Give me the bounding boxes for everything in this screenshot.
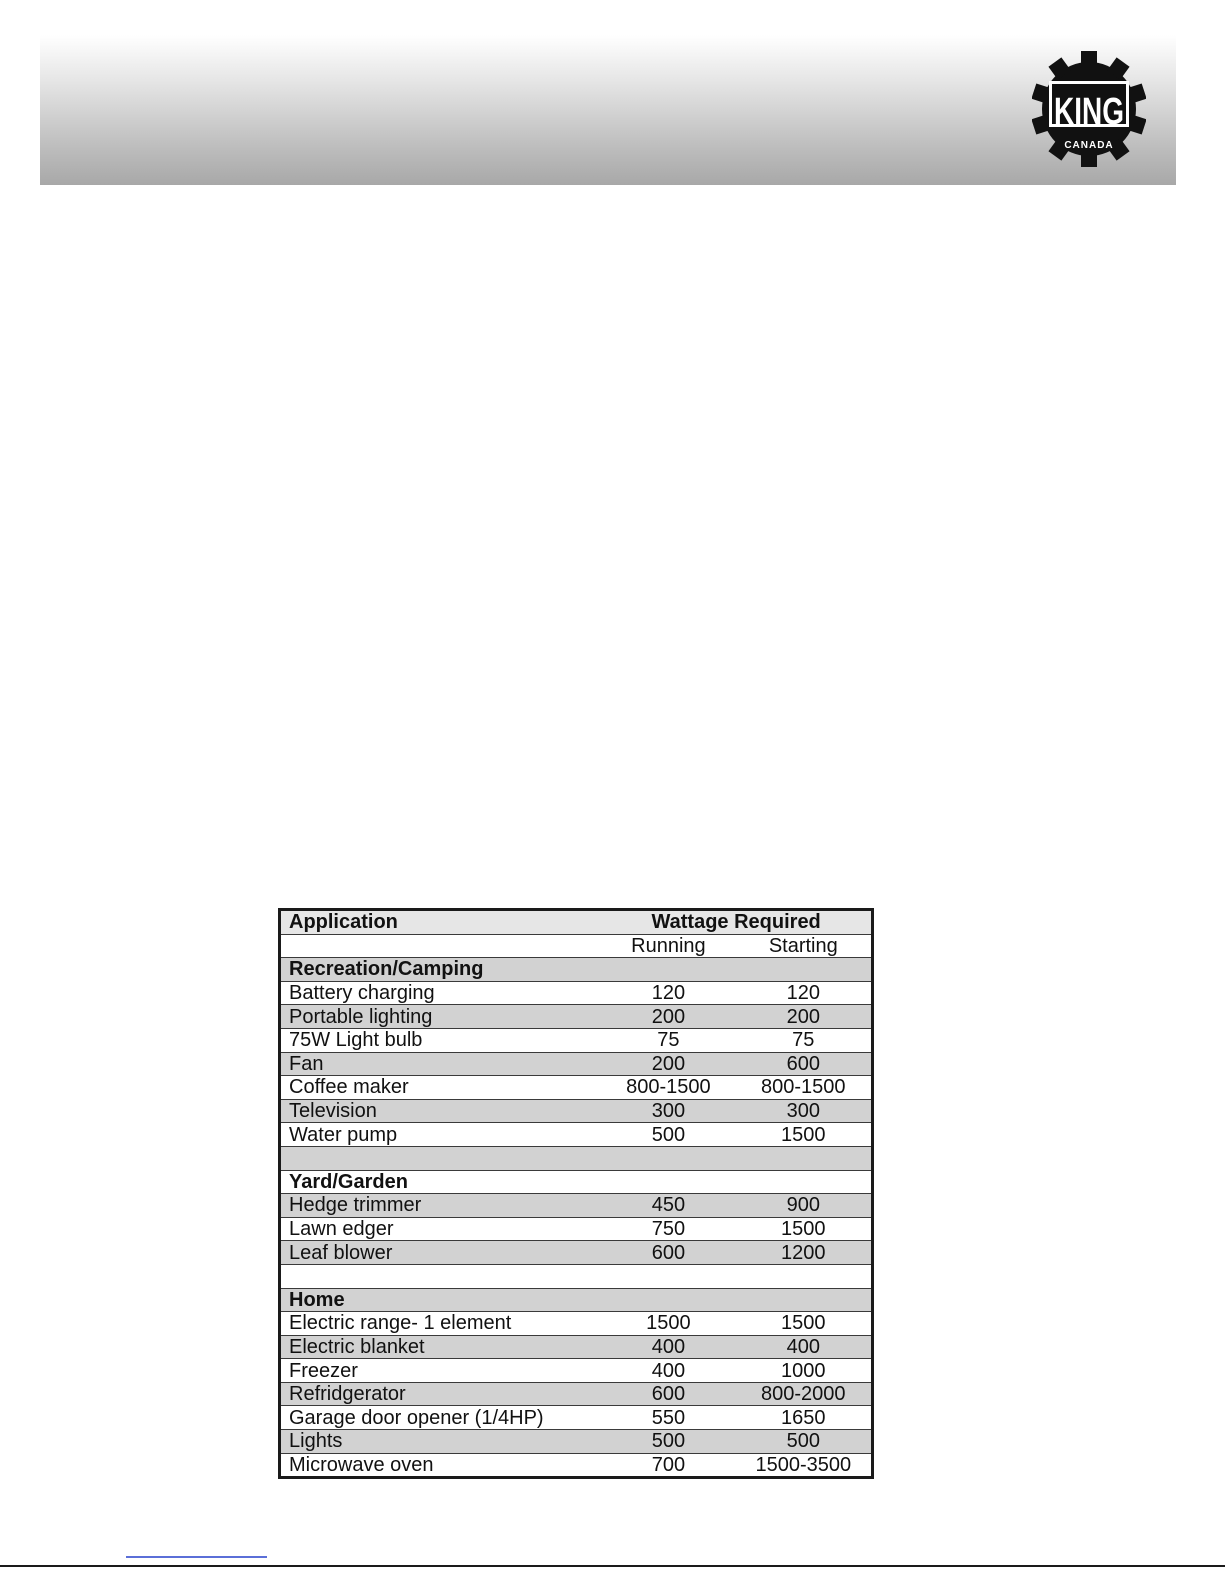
application-cell: Hedge trimmer — [281, 1194, 601, 1218]
application-cell: Battery charging — [281, 981, 601, 1005]
starting-watts-cell: 300 — [736, 1099, 871, 1123]
wattage-table-grid — [281, 911, 871, 1476]
running-watts-cell: 300 — [601, 1099, 735, 1123]
column-header-application: Application — [281, 911, 601, 934]
header-band — [40, 35, 1176, 185]
starting-watts-cell: 1500 — [736, 1217, 871, 1241]
column-header-running: Running — [601, 934, 735, 958]
running-watts-cell: 750 — [601, 1217, 735, 1241]
running-watts-cell: 400 — [601, 1359, 735, 1383]
table-row — [281, 1005, 871, 1029]
application-cell: Portable lighting — [281, 1005, 601, 1029]
running-watts-cell: 550 — [601, 1406, 735, 1430]
starting-watts-cell: 1500 — [736, 1123, 871, 1147]
running-watts-cell: 500 — [601, 1123, 735, 1147]
running-watts-cell: 450 — [601, 1194, 735, 1218]
running-watts-cell: 400 — [601, 1335, 735, 1359]
section-header-row — [281, 1288, 871, 1312]
running-watts-cell: 800-1500 — [601, 1076, 735, 1100]
spacer-cell — [281, 1264, 871, 1288]
starting-watts-cell: 600 — [736, 1052, 871, 1076]
application-cell: Garage door opener (1/4HP) — [281, 1406, 601, 1430]
starting-watts-cell: 120 — [736, 981, 871, 1005]
application-cell: Freezer — [281, 1359, 601, 1383]
starting-watts-cell: 1200 — [736, 1241, 871, 1265]
table-row — [281, 1052, 871, 1076]
table-row — [281, 1453, 871, 1476]
running-watts-cell: 1500 — [601, 1312, 735, 1336]
application-cell: Electric blanket — [281, 1335, 601, 1359]
starting-watts-cell: 1500-3500 — [755, 1453, 852, 1476]
starting-watts-cell: 200 — [736, 1005, 871, 1029]
table-row — [281, 1382, 871, 1406]
running-watts-cell: 600 — [601, 1382, 735, 1406]
logo-subtext: CANADA — [1064, 140, 1114, 151]
application-cell: Refridgerator — [281, 1382, 601, 1406]
section-header-row — [281, 958, 871, 982]
starting-watts-cell: 1650 — [736, 1406, 871, 1430]
starting-watts-cell: 1500 — [736, 1312, 871, 1336]
running-watts-cell: 600 — [601, 1241, 735, 1265]
application-cell: 75W Light bulb — [281, 1028, 601, 1052]
application-cell: Microwave oven — [289, 1453, 434, 1476]
subheader-blank — [281, 934, 601, 958]
application-cell: Electric range- 1 element — [281, 1312, 601, 1336]
running-watts-cell: 200 — [601, 1052, 735, 1076]
running-watts-cell: 500 — [601, 1430, 735, 1454]
wattage-table — [278, 908, 874, 1479]
running-watts-cell: 700 — [651, 1453, 686, 1476]
application-cell: Television — [281, 1099, 601, 1123]
table-row — [281, 1076, 871, 1100]
table-row — [281, 1335, 871, 1359]
application-cell: Lawn edger — [281, 1217, 601, 1241]
running-watts-cell: 200 — [601, 1005, 735, 1029]
table-row — [281, 981, 871, 1005]
table-row — [281, 1123, 871, 1147]
logo-wordmark: KING — [1054, 91, 1124, 133]
section-title: Yard/Garden — [281, 1170, 871, 1194]
starting-watts-cell: 800-2000 — [736, 1382, 871, 1406]
table-row — [281, 1430, 871, 1454]
spacer-row — [281, 1264, 871, 1288]
section-title: Recreation/Camping — [281, 958, 871, 982]
table-subheader-row — [281, 934, 871, 958]
section-title: Home — [281, 1288, 871, 1312]
starting-watts-cell: 500 — [736, 1430, 871, 1454]
spacer-row — [281, 1146, 871, 1170]
application-cell: Lights — [281, 1430, 601, 1454]
starting-watts-cell: 75 — [736, 1028, 871, 1052]
running-watts-cell: 120 — [601, 981, 735, 1005]
application-cell: Fan — [281, 1052, 601, 1076]
table-row — [281, 1194, 871, 1218]
application-cell: Leaf blower — [281, 1241, 601, 1265]
application-cell: Coffee maker — [281, 1076, 601, 1100]
table-row — [281, 1406, 871, 1430]
spacer-cell — [281, 1146, 871, 1170]
table-row — [281, 1217, 871, 1241]
table-row — [281, 1312, 871, 1336]
starting-watts-cell: 900 — [736, 1194, 871, 1218]
king-canada-logo — [1032, 50, 1146, 168]
table-row — [281, 1099, 871, 1123]
table-header-row — [281, 911, 871, 934]
starting-watts-cell: 1000 — [736, 1359, 871, 1383]
table-row — [281, 1241, 871, 1265]
table-row — [281, 1359, 871, 1383]
running-watts-cell: 75 — [601, 1028, 735, 1052]
table-row — [281, 1028, 871, 1052]
column-header-wattage: Wattage Required — [601, 911, 871, 934]
starting-watts-cell: 800-1500 — [736, 1076, 871, 1100]
column-header-starting: Starting — [736, 934, 871, 958]
starting-watts-cell: 400 — [736, 1335, 871, 1359]
footer-link-underline[interactable] — [126, 1556, 267, 1558]
section-header-row — [281, 1170, 871, 1194]
application-cell: Water pump — [281, 1123, 601, 1147]
gear-logo-icon — [1032, 50, 1146, 168]
footer-rule — [0, 1565, 1225, 1567]
